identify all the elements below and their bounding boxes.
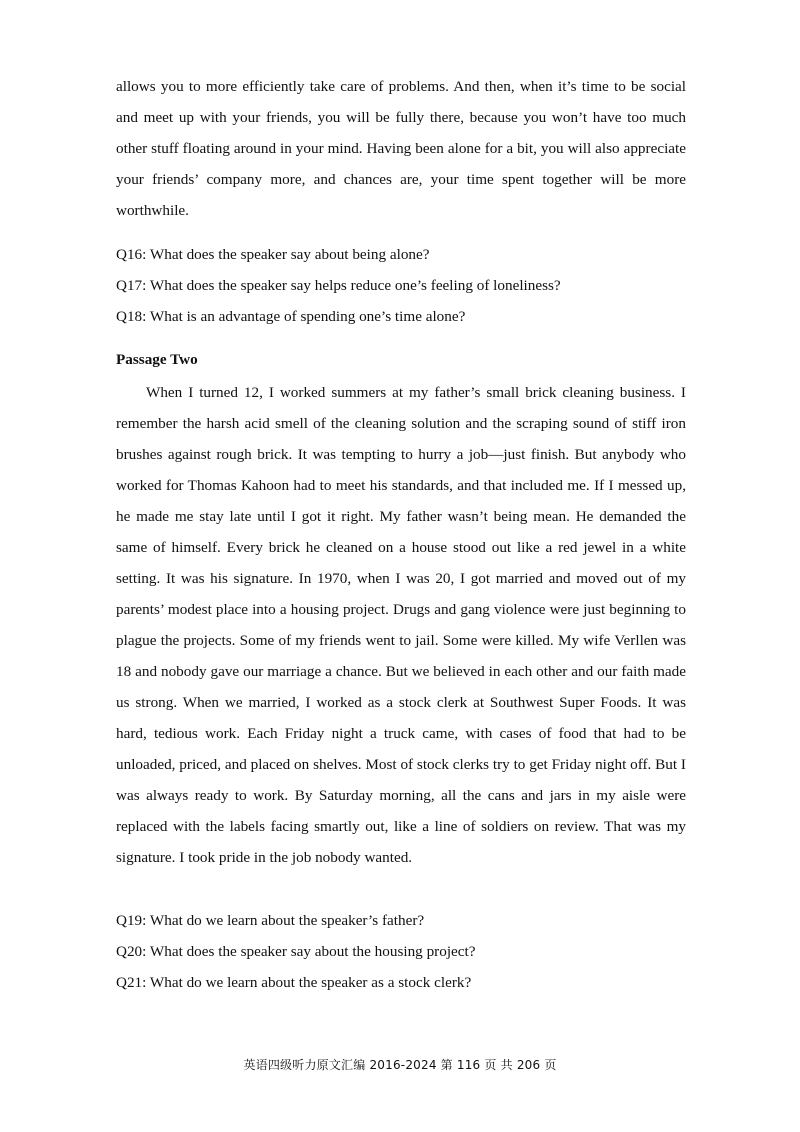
- passage-two-paragraph: When I turned 12, I worked summers at my father’s small brick cleaning business. I remember the harsh acid smell of the cleaning solution and the scraping sound of stiff iron brushes against rough brick. It was tempting to hurry a job—just finish. But anybody who worked for Thomas Kahoon had to meet his standards, and that included me. If I messed up, he made me stay late until I got it right. My father wasn’t being mean. He demanded the same of himself. Every brick he cleaned on a house stood out like a red jewel in a white setting. It was his signature. In 1970, when I was 20, I got married and moved out of my parents’ modest place into a housing project. Drugs and gang violence were just beginning to plague the projects. Some of my friends went to jail. Some were killed. My wife Verllen was 18 and nobody gave our marriage a chance. But we believed in each other and our faith made us strong. When we married, I worked as a stock clerk at Southwest Super Foods. It was hard, tedious work. Each Friday night a truck came, with cases of food that had to be unloaded, priced, and placed on shelves. Most of stock clerks try to get Friday night off. But I was always ready to work. By Saturday morning, all the cans and jars in my aisle were replaced with the labels facing smartly out, like a line of soldiers on review. That was my signature. I took pride in the job nobody wanted.: [116, 384, 686, 866]
- page-content: [116, 71, 686, 998]
- passage-one-tail-paragraph: allows you to more efficiently take care of problems. And then, when it’s time to be social and meet up with your friends, you will be fully there, because you won’t have too much other stuff floating around in your mind. Having been alone for a bit, you will also appreciate your friends’ company more, and chances are, your time spent together will be more worthwhile.: [116, 78, 686, 219]
- question-20: Q20: What does the speaker say about the housing project?: [116, 943, 476, 960]
- question-21: Q21: What do we learn about the speaker as a stock clerk?: [116, 974, 472, 991]
- passage-one-questions: [116, 239, 686, 332]
- question-18: Q18: What is an advantage of spending one’s time alone?: [116, 308, 466, 325]
- question-16: Q16: What does the speaker say about being alone?: [116, 246, 430, 263]
- passage-two-heading: Passage Two: [116, 351, 198, 368]
- passage-two-questions: [116, 905, 686, 998]
- question-19: Q19: What do we learn about the speaker’s father?: [116, 912, 425, 929]
- footer-text: 英语四级听力原文汇编 2016-2024 第 116 页 共 206 页: [243, 1058, 557, 1072]
- page-footer: [0, 1056, 800, 1073]
- question-17: Q17: What does the speaker say helps reduce one’s feeling of loneliness?: [116, 277, 561, 294]
